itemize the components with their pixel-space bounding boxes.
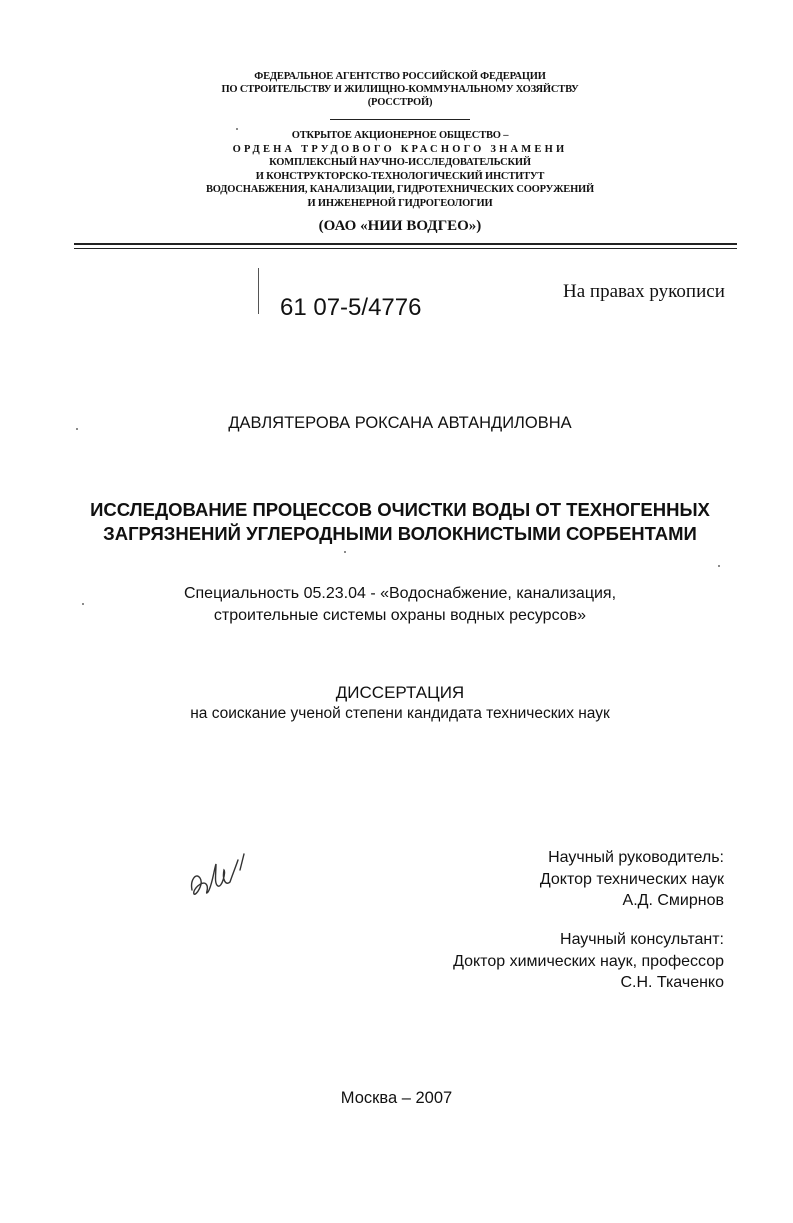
consultant-block [453, 929, 724, 994]
institute-line: ОРДЕНА ТРУДОВОГО КРАСНОГО ЗНАМЕНИ [232, 143, 568, 155]
agency-line: (РОССТРОЙ) [367, 97, 433, 108]
scan-speck [236, 128, 238, 130]
rights-note: На правах рукописи [563, 281, 725, 302]
institute-line: ВОДОСНАБЖЕНИЯ, КАНАЛИЗАЦИИ, ГИДРОТЕХНИЧЕСКИХ СООРУЖЕНИЙ [205, 184, 594, 195]
title-line: ИССЛЕДОВАНИЕ ПРОЦЕССОВ ОЧИСТКИ ВОДЫ ОТ ТЕХНОГЕННЫХ [90, 499, 710, 520]
city-year: Москва – 2007 [340, 1089, 453, 1107]
institute-line: КОМПЛЕКСНЫЙ НАУЧНО-ИССЛЕДОВАТЕЛЬСКИЙ [269, 157, 531, 168]
specialty [0, 583, 793, 627]
institute-block [0, 129, 793, 210]
supervisor-block [540, 847, 724, 912]
author-name: ДАВЛЯТЕРОВА РОКСАНА АВТАНДИЛОВНА [228, 414, 572, 432]
header-divider [330, 119, 470, 120]
catalog-number: 61 07-5/4776 [280, 294, 422, 321]
specialty-line: Специальность 05.23.04 - «Водоснабжение, канализация, [183, 585, 617, 602]
supervisor-name: А.Д. Смирнов [622, 892, 724, 909]
consultant-role: Научный консультант: [560, 931, 724, 948]
institute-line: И ИНЖЕНЕРНОЙ ГИДРОГЕОЛОГИИ [307, 197, 493, 209]
dissertation-title [0, 498, 793, 546]
scan-speck [76, 428, 78, 430]
header-rule-thin [74, 248, 737, 249]
handwritten-signature [186, 850, 256, 910]
catalog-mark-line [258, 268, 260, 314]
agency-block [0, 70, 793, 109]
institute-line: ОТКРЫТОЕ АКЦИОНЕРНОЕ ОБЩЕСТВО – [291, 130, 509, 141]
title-line: ЗАГРЯЗНЕНИЙ УГЛЕРОДНЫМИ ВОЛОКНИСТЫМИ СОРБЕНТАМИ [103, 523, 697, 544]
scan-speck [718, 565, 720, 567]
agency-line: ФЕДЕРАЛЬНОЕ АГЕНТСТВО РОССИЙСКОЙ ФЕДЕРАЦИИ [254, 71, 546, 82]
header-rule-thick [74, 243, 737, 245]
institute-abbreviation: (ОАО «НИИ ВОДГЕО») [318, 218, 482, 234]
consultant-degree: Доктор химических наук, профессор [453, 952, 724, 970]
scan-speck [82, 603, 84, 605]
institute-line: И КОНСТРУКТОРСКО-ТЕХНОЛОГИЧЕСКИЙ ИНСТИТУТ [255, 170, 545, 182]
supervisor-role: Научный руководитель: [548, 849, 724, 866]
consultant-name: С.Н. Ткаченко [620, 974, 724, 991]
supervisor-degree: Доктор технических наук [539, 870, 724, 888]
dissertation-subtitle: на соискание ученой степени кандидата технических наук [190, 705, 610, 722]
specialty-line: строительные системы охраны водных ресурсов» [213, 607, 587, 624]
agency-line: ПО СТРОИТЕЛЬСТВУ И ЖИЛИЩНО-КОММУНАЛЬНОМУ ХОЗЯЙСТВУ [221, 84, 579, 95]
dissertation-label: ДИССЕРТАЦИЯ [335, 683, 465, 702]
scan-speck [344, 551, 346, 553]
